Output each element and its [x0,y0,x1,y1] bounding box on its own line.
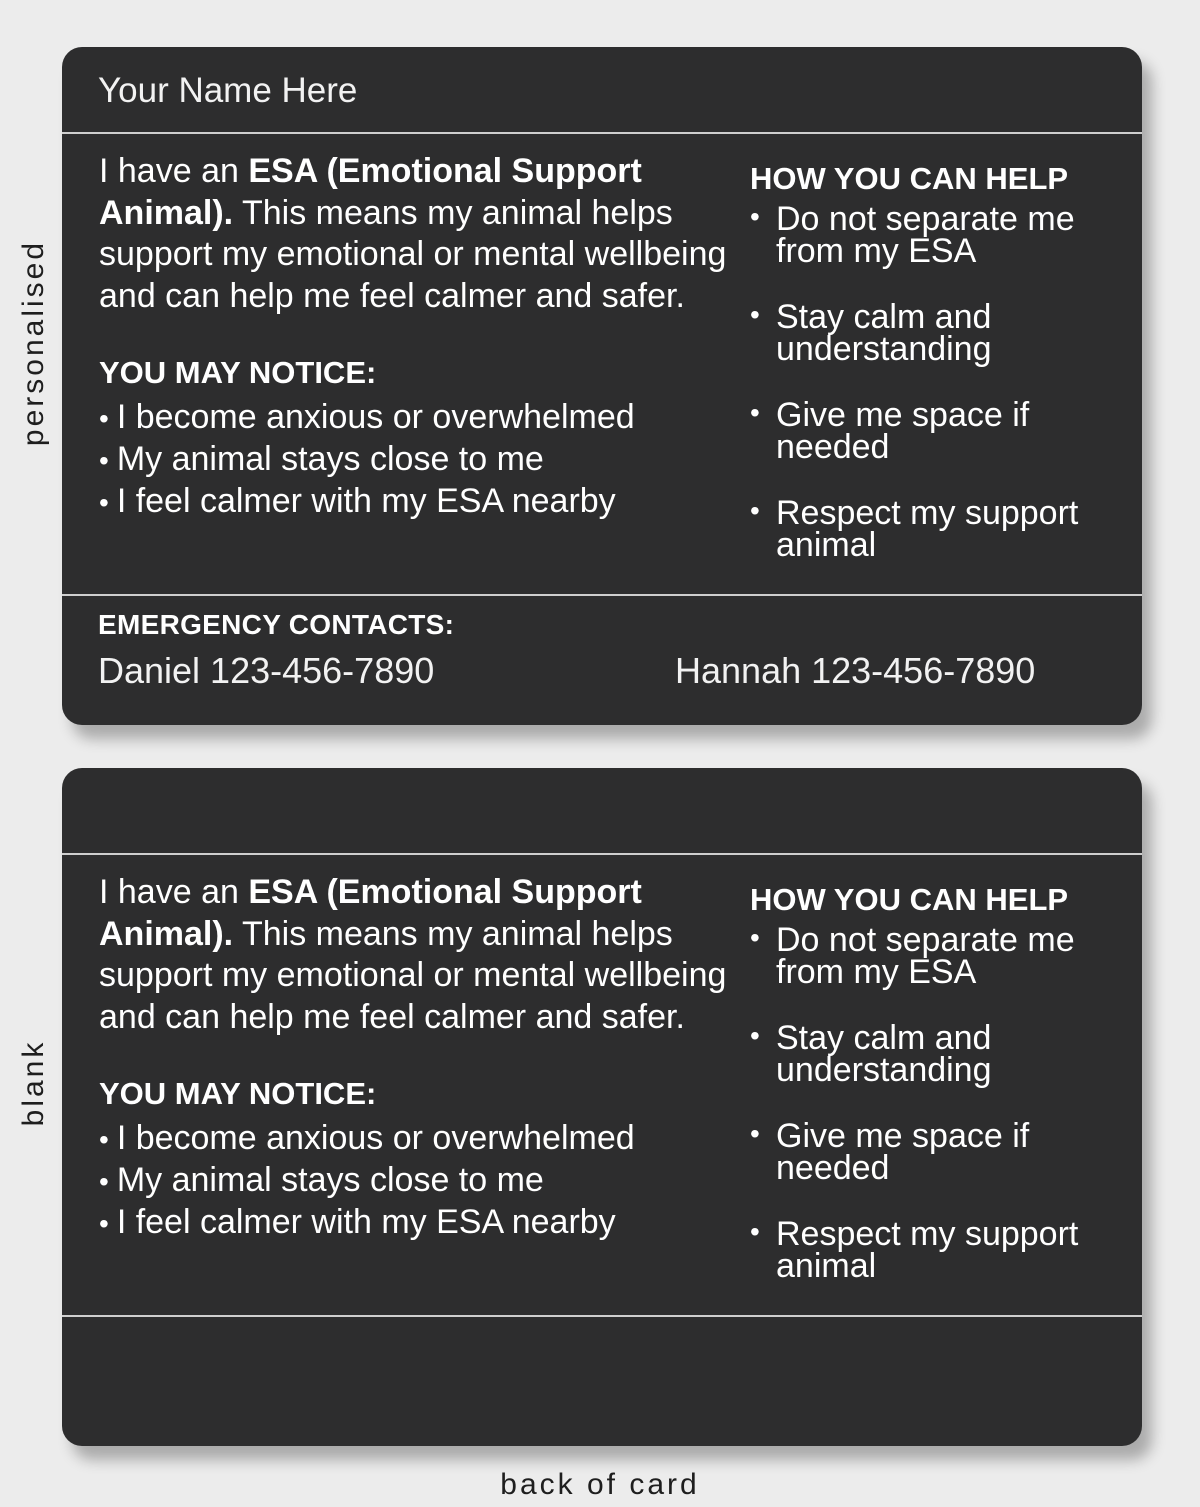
intro-prefix: I have an [99,152,249,190]
help-list [750,921,1120,1285]
notice-heading: YOU MAY NOTICE: [99,1076,377,1111]
side-label-blank: blank [17,1039,50,1127]
list-item: • Do not separate me from my ESA [750,924,1120,988]
emergency-contact-1: Daniel 123-456-7890 [98,650,435,691]
list-item: • My animal stays close to me [99,439,739,481]
help-list [750,200,1120,564]
footer-divider [62,594,1142,596]
header-divider [62,132,1142,134]
notice-list [99,1118,739,1244]
side-label-personalised: personalised [17,239,50,447]
list-item: • I become anxious or overwhelmed [99,397,739,439]
notice-list [99,397,739,523]
list-item: • Respect my support animal [750,497,1120,561]
card-header-blank [62,768,1142,854]
header-divider [62,853,1142,855]
intro-rest: This means my animal helps support my emotional or mental wellbeing and can help me feel calmer and safer. [99,914,727,1036]
emergency-heading: EMERGENCY CONTACTS: [98,609,455,640]
help-heading: HOW YOU CAN HELP [750,161,1069,196]
intro-prefix: I have an [99,873,249,911]
list-item: • Respect my support animal [750,1218,1120,1282]
esa-intro [99,151,739,317]
intro-bold: ESA (Emotional Support Animal). [99,873,642,953]
list-item: • Stay calm and understanding [750,301,1120,365]
list-item: • My animal stays close to me [99,1160,739,1202]
list-item: • Stay calm and understanding [750,1022,1120,1086]
list-item: • I feel calmer with my ESA nearby [99,1202,739,1244]
help-column [750,880,1120,1316]
esa-intro [99,872,739,1038]
footer-divider [62,1315,1142,1317]
footer-caption: back of card [500,1468,700,1501]
info-column [99,872,739,1244]
emergency-contact-2: Hannah 123-456-7890 [675,650,1036,691]
list-item: • Do not separate me from my ESA [750,203,1120,267]
card-header [62,47,1142,133]
intro-rest: This means my animal helps support my emotional or mental wellbeing and can help me feel calmer and safer. [99,193,727,315]
help-heading: HOW YOU CAN HELP [750,882,1069,917]
notice-heading: YOU MAY NOTICE: [99,355,377,390]
list-item: • Give me space if needed [750,1120,1120,1184]
list-item: • I become anxious or overwhelmed [99,1118,739,1160]
help-column [750,159,1120,595]
card-blank [62,768,1142,1446]
intro-bold: ESA (Emotional Support Animal). [99,152,642,232]
list-item: • I feel calmer with my ESA nearby [99,481,739,523]
card-holder-name: Your Name Here [98,71,358,110]
card-personalised [62,47,1142,725]
list-item: • Give me space if needed [750,399,1120,463]
info-column [99,151,739,523]
